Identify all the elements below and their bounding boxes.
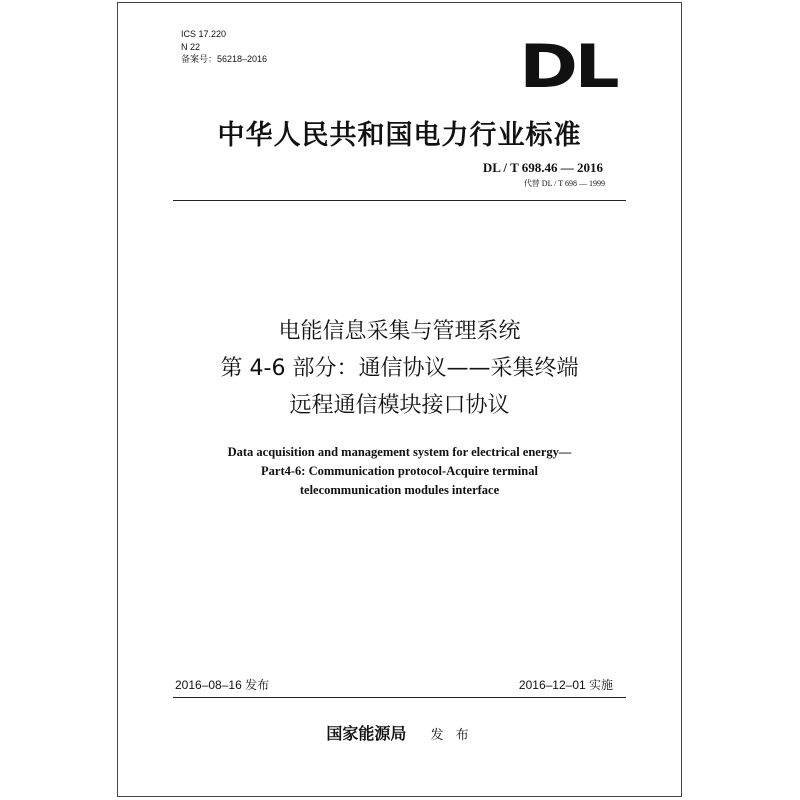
class-code: N 22 bbox=[181, 41, 201, 52]
standard-type-title: 中华人民共和国电力行业标准 bbox=[217, 120, 582, 151]
english-title-line-1: Data acquisition and management system for electrical energy— bbox=[227, 445, 572, 459]
publisher-name: 国家能源局 bbox=[326, 724, 407, 743]
chinese-title-line-2: 第 4-6 部分：通信协议——采集终端 bbox=[220, 356, 579, 381]
issue-date: 2016–08–16 发布 bbox=[175, 678, 270, 692]
record-number: 备案号：56218–2016 bbox=[181, 54, 268, 64]
publisher-action: 发 布 bbox=[430, 728, 473, 743]
english-title-line-3: telecommunication modules interface bbox=[299, 483, 500, 497]
bottom-divider bbox=[173, 697, 626, 698]
chinese-title bbox=[118, 313, 681, 424]
english-title-line-2: Part4-6: Communication protocol-Acquire terminal bbox=[261, 464, 538, 478]
top-divider bbox=[173, 200, 626, 201]
publisher-line bbox=[118, 721, 681, 744]
replaces-standard: 代替 DL / T 698 — 1999 bbox=[523, 179, 605, 188]
chinese-title-line-3: 远程通信模块接口协议 bbox=[289, 393, 510, 418]
dl-logo: DL bbox=[519, 32, 616, 102]
standard-cover bbox=[117, 2, 682, 797]
classification-block bbox=[181, 28, 267, 66]
english-title bbox=[118, 443, 681, 500]
standard-number: DL / T 698.46 — 2016 bbox=[482, 160, 603, 175]
ics-code: ICS 17.220 bbox=[181, 29, 227, 39]
implementation-date: 2016–12–01 实施 bbox=[518, 678, 613, 692]
chinese-title-line-1: 电能信息采集与管理系统 bbox=[278, 319, 521, 344]
